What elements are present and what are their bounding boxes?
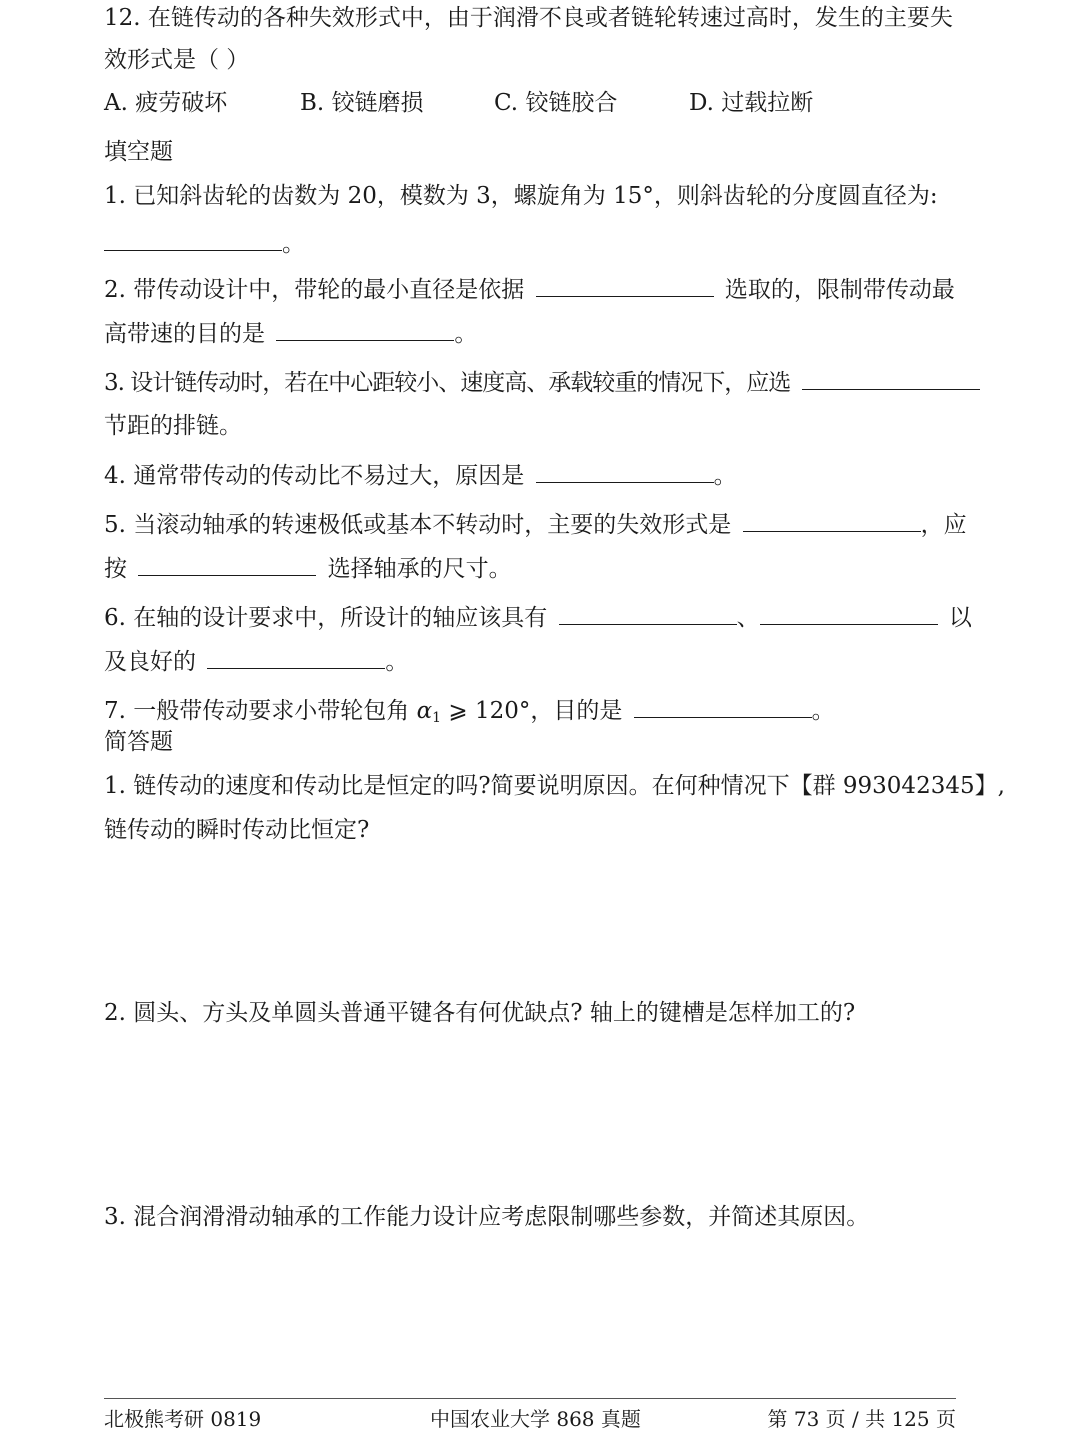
text: 6. 在轴的设计要求中，所设计的轴应该具有 [104,605,548,631]
text: ，应 [920,512,967,538]
short-q1-line1: 1. 链传动的速度和传动比是恒定的吗?简要说明原因。在何种情况下【群 993042345】, [104,773,1005,799]
text: 高带速的目的是 [104,321,265,347]
short-q1-line2: 链传动的瞬时传动比恒定? [104,817,370,843]
punct: 、 [736,605,760,631]
text: 2. 带传动设计中，带轮的最小直径是依据 [104,277,525,303]
text: 以 [948,605,972,631]
fill-q5-line1 [104,509,967,540]
text: 3. 设计链传动时，若在中心距较小、速度高、承载较重的情况下，应选 [104,370,791,396]
fill-q7-line1 [104,695,835,733]
q12-option-c: C. 铰链胶合 [494,90,618,116]
text: 选取的，限制带传动最 [724,277,955,303]
fill-q4-line1 [104,460,737,491]
fill-q5-line2 [104,553,512,584]
answer-blank [536,460,714,483]
answer-blank [634,695,812,718]
fill-q2-line1 [104,274,955,305]
answer-blank [559,602,737,625]
fill-heading: 填空题 [104,139,173,165]
q12-option-b: B. 铰链磨损 [300,90,424,116]
alpha-symbol: α [416,698,433,724]
text: 5. 当滚动轴承的转速极低或基本不转动时，主要的失效形式是 [104,512,732,538]
fill-q1-line1: 1. 已知斜齿轮的齿数为 20，模数为 3，螺旋角为 15°，则斜齿轮的分度圆直径为: [104,183,938,209]
short-q3: 3. 混合润滑滑动轴承的工作能力设计应考虑限制哪些参数，并简述其原因。 [104,1204,870,1230]
text: 及良好的 [104,649,196,675]
text: 4. 通常带传动的传动比不易过大，原因是 [104,463,525,489]
punct: 。 [385,649,409,675]
footer-left: 北极熊考研 0819 [104,1407,262,1431]
answer-blank [104,228,282,251]
answer-blank [207,646,385,669]
footer-right: 第 73 页 / 共 125 页 [767,1407,956,1431]
fill-q3-line2: 节距的排链。 [104,413,242,439]
fill-q2-line2 [104,318,477,349]
punct: 。 [713,463,737,489]
q12-line2: 效形式是（ ） [104,47,250,73]
answer-blank [743,509,921,532]
text: 选择轴承的尺寸。 [327,556,512,582]
footer-center: 中国农业大学 868 真题 [430,1407,641,1431]
punct: 。 [454,321,478,347]
text: 7. 一般带传动要求小带轮包角 [104,698,410,724]
text: 按 [104,556,127,582]
answer-blank [802,367,980,390]
q12-option-a: A. 疲劳破坏 [104,90,228,116]
q12-option-d: D. 过载拉断 [689,90,814,116]
fill-q6-line2 [104,646,408,677]
fill-q3-line1 [104,367,980,398]
answer-blank [276,318,454,341]
fill-q6-line1 [104,602,972,633]
footer-divider [104,1398,956,1399]
q12-line1: 12. 在链传动的各种失效形式中，由于润滑不良或者链轮转速过高时，发生的主要失 [104,5,953,31]
answer-blank [536,274,714,297]
answer-blank [760,602,938,625]
subscript: 1 [432,710,442,726]
fill-q1-line2 [104,228,305,259]
short-q2: 2. 圆头、方头及单圆头普通平键各有何优缺点? 轴上的键槽是怎样加工的? [104,1000,856,1026]
punct: 。 [811,698,835,724]
answer-blank [138,553,316,576]
punct: 。 [282,231,305,257]
text: ⩾ 120°，目的是 [448,698,623,724]
short-heading: 简答题 [104,729,173,755]
